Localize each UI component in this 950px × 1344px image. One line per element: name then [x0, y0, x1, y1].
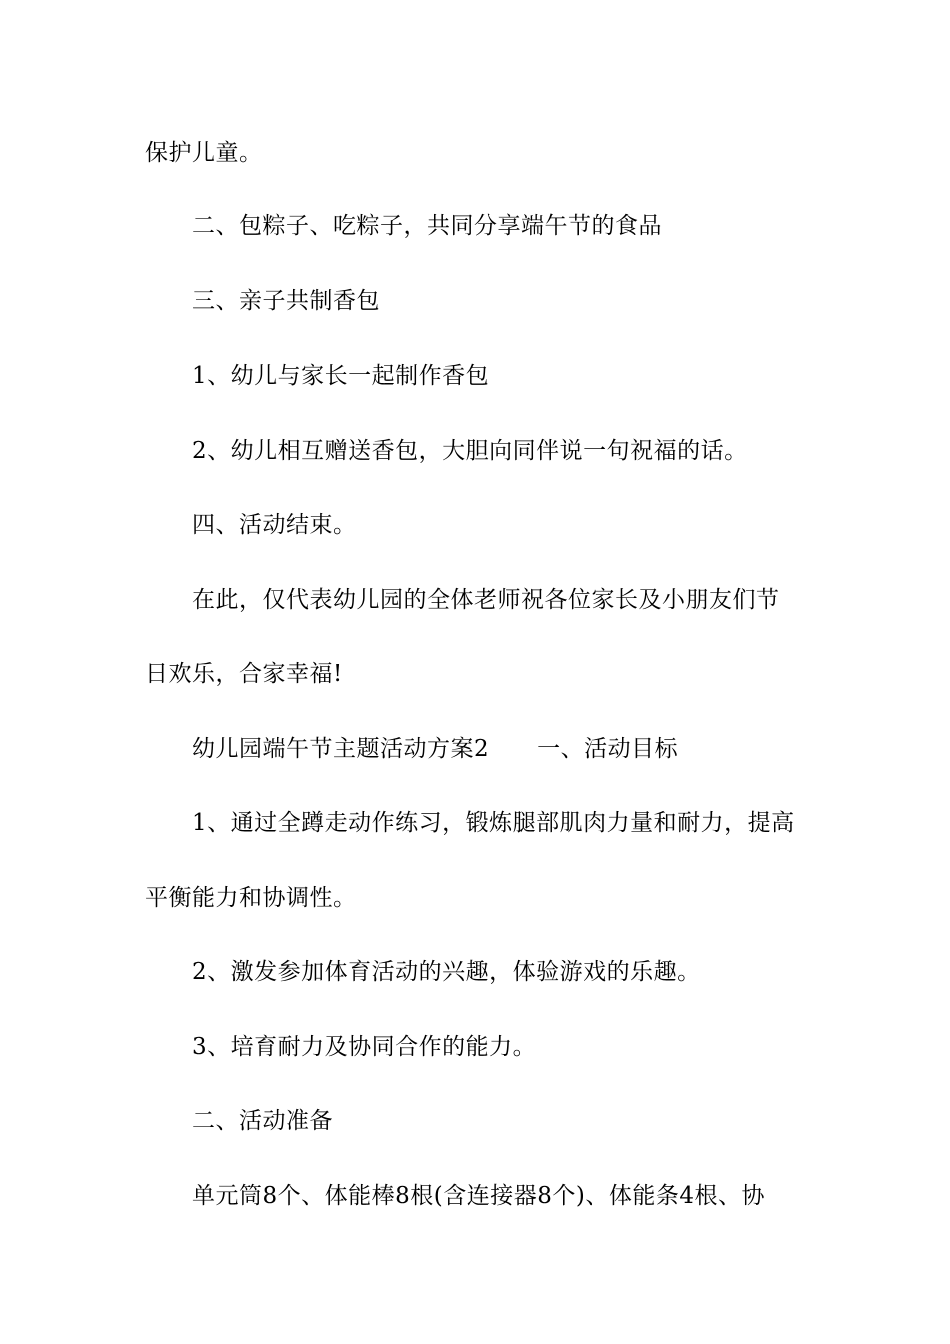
section-subtitle: 一、活动目标 [537, 736, 679, 762]
text-line: 1、幼儿与家长一起制作香包 [192, 363, 490, 389]
text-line: 四、活动结束。 [192, 512, 357, 538]
text-line: 日欢乐，合家幸福! [145, 661, 343, 687]
text-line: 3、培育耐力及协同合作的能力。 [192, 1034, 537, 1060]
text-line: 2、激发参加体育活动的兴趣，体验游戏的乐趣。 [192, 959, 701, 985]
text-line: 二、活动准备 [192, 1108, 333, 1134]
section-title: 幼儿园端午节主题活动方案2 [192, 736, 490, 762]
text-line: 在此，仅代表幼儿园的全体老师祝各位家长及小朋友们节 [192, 587, 780, 613]
text-line: 平衡能力和协调性。 [145, 885, 357, 911]
text-line: 单元筒8个、体能棒8根(含连接器8个)、体能条4根、协 [192, 1183, 765, 1209]
text-line: 二、包粽子、吃粽子，共同分享端午节的食品 [192, 213, 662, 239]
text-line: 三、亲子共制香包 [192, 288, 380, 314]
text-line: 保护儿童。 [145, 140, 263, 166]
heading-line [192, 734, 822, 764]
text-line: 1、通过全蹲走动作练习，锻炼腿部肌肉力量和耐力，提高 [192, 810, 795, 836]
text-line: 2、幼儿相互赠送香包，大胆向同伴说一句祝福的话。 [192, 438, 748, 464]
